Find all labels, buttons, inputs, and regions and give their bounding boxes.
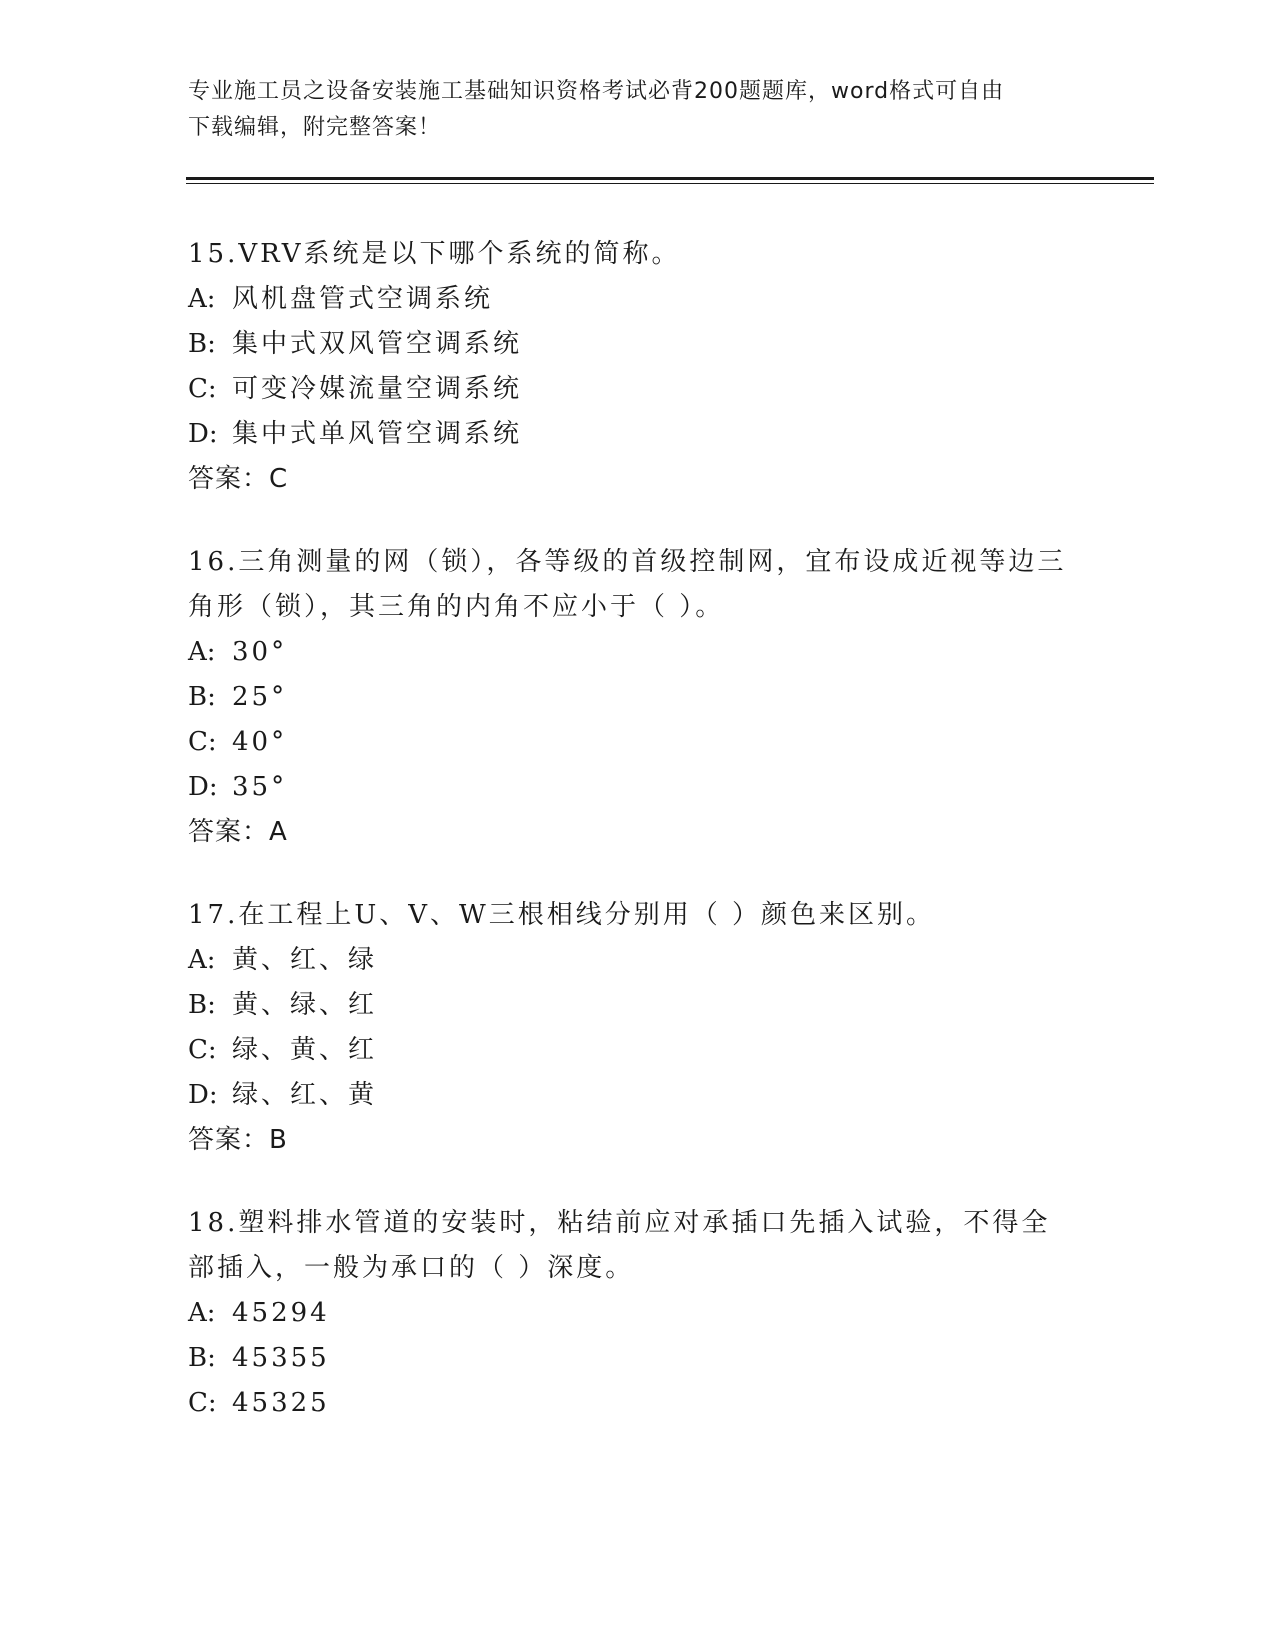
option-text: 集中式双风管空调系统 bbox=[232, 329, 523, 359]
option-c bbox=[188, 1028, 1088, 1073]
option-letter: D: bbox=[188, 1080, 218, 1110]
option-text: 35° bbox=[232, 772, 288, 802]
option-text: 风机盘管式空调系统 bbox=[232, 284, 494, 314]
header-line-2: 下载编辑，附完整答案！ bbox=[188, 115, 442, 140]
option-letter: C: bbox=[188, 727, 217, 757]
option-text: 45355 bbox=[232, 1343, 330, 1373]
option-b bbox=[188, 983, 1088, 1028]
answer-line: 答案：A bbox=[188, 817, 288, 847]
header-divider-thick bbox=[186, 177, 1154, 180]
header-line-1: 专业施工员之设备安装施工基础知识资格考试必背200题题库，word格式可自由 bbox=[188, 79, 1005, 104]
option-c bbox=[188, 720, 1088, 765]
option-c bbox=[188, 367, 1088, 412]
option-text: 绿、红、黄 bbox=[232, 1080, 378, 1110]
option-letter: B: bbox=[188, 1343, 216, 1373]
option-b bbox=[188, 1336, 1088, 1381]
question-16 bbox=[188, 540, 1088, 855]
option-b bbox=[188, 675, 1088, 720]
question-text: 17.在工程上U、V、W三根相线分别用（ ）颜色来区别。 bbox=[188, 900, 936, 930]
option-letter: C: bbox=[188, 1388, 217, 1418]
option-text: 45294 bbox=[232, 1298, 330, 1328]
answer-line: 答案：B bbox=[188, 1125, 288, 1155]
option-text: 黄、红、绿 bbox=[232, 945, 378, 975]
question-18 bbox=[188, 1201, 1088, 1426]
answer-line: 答案：C bbox=[188, 464, 289, 494]
question-text: 16.三角测量的网（锁），各等级的首级控制网，宜布设成近视等边三角形（锁），其三角的内角不应小于（ ）。 bbox=[188, 547, 1067, 622]
option-letter: A: bbox=[188, 1298, 216, 1328]
question-text: 15.VRV系统是以下哪个系统的简称。 bbox=[188, 239, 681, 269]
option-d bbox=[188, 765, 1088, 810]
option-letter: C: bbox=[188, 374, 217, 404]
option-a bbox=[188, 1291, 1088, 1336]
option-letter: B: bbox=[188, 329, 216, 359]
option-text: 40° bbox=[232, 727, 288, 757]
question-17 bbox=[188, 893, 1088, 1163]
option-letter: D: bbox=[188, 419, 218, 449]
option-text: 集中式单风管空调系统 bbox=[232, 419, 523, 449]
option-text: 可变冷媒流量空调系统 bbox=[232, 374, 523, 404]
option-text: 30° bbox=[232, 637, 288, 667]
option-a bbox=[188, 630, 1088, 675]
option-c bbox=[188, 1381, 1088, 1426]
option-letter: B: bbox=[188, 682, 216, 712]
document-header bbox=[188, 74, 1068, 146]
option-a bbox=[188, 277, 1088, 322]
option-d bbox=[188, 1073, 1088, 1118]
question-15 bbox=[188, 232, 1088, 502]
option-text: 黄、绿、红 bbox=[232, 990, 378, 1020]
option-d bbox=[188, 412, 1088, 457]
option-letter: A: bbox=[188, 637, 216, 667]
question-text: 18.塑料排水管道的安装时，粘结前应对承插口先插入试验，不得全部插入，一般为承口的（ ）深度。 bbox=[188, 1208, 1051, 1283]
option-letter: B: bbox=[188, 990, 216, 1020]
option-text: 45325 bbox=[232, 1388, 330, 1418]
question-list bbox=[188, 232, 1088, 1464]
option-letter: C: bbox=[188, 1035, 217, 1065]
option-letter: A: bbox=[188, 284, 216, 314]
header-divider-thin bbox=[186, 183, 1154, 184]
option-text: 25° bbox=[232, 682, 288, 712]
option-letter: D: bbox=[188, 772, 218, 802]
option-a bbox=[188, 938, 1088, 983]
option-text: 绿、黄、红 bbox=[232, 1035, 378, 1065]
option-letter: A: bbox=[188, 945, 216, 975]
option-b bbox=[188, 322, 1088, 367]
